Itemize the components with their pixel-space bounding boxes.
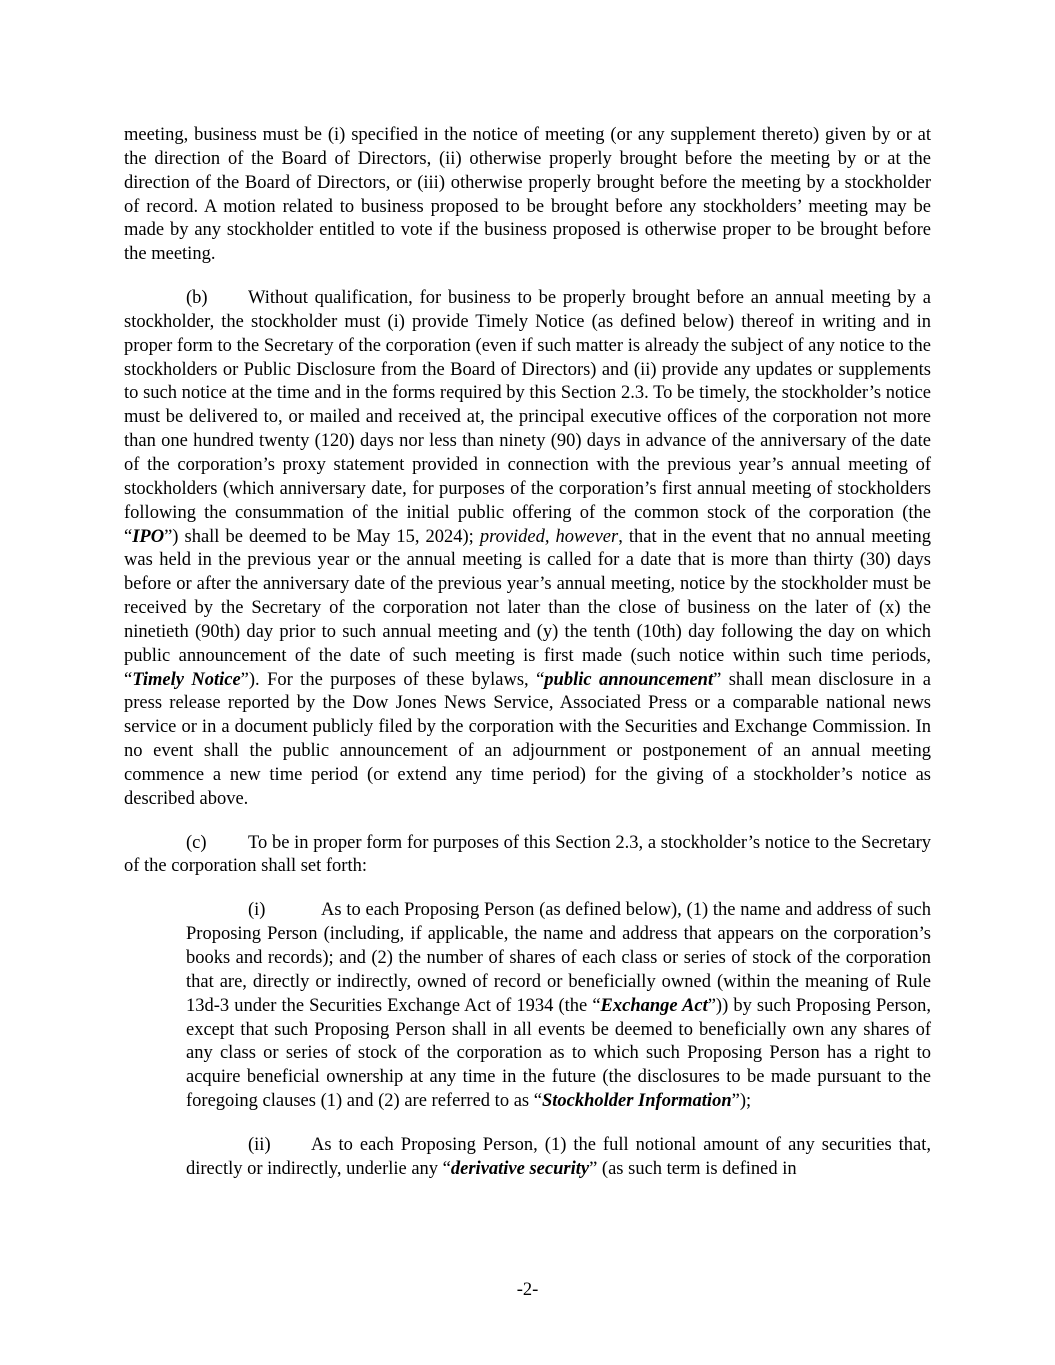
paragraph-b-text-1: Without qualification, for business to be properly brought before an annual meeting by a stockholder, the stockholder must (i) provide Timely Notice (as defined below) thereof in writing and in proper form to the Secretary of the corporation (even if such matter is already the subject of any notice to the stockholders or Public Disclosure from the Board of Directors) and (ii) provide any updates or supplements to such notice at the time and in the forms required by this Section 2.3. To be timely, the stockholder’s notice must be delivered to, or mailed and received at, the principal executive offices of the corporation not more than one hundred twenty (120) days nor less than ninety (90) days in advance of the anniversary of the date of the corporation’s proxy statement provided in connection with the previous year’s annual meeting of stockholders (which anniversary date, for purposes of the corporation’s first annual meeting of stockholders following the consummation of the initial public offering of the common stock of the corporation (the “ bbox=[124, 288, 931, 547]
subparagraph-ii-label: (ii) bbox=[248, 1134, 271, 1155]
subparagraph-i bbox=[186, 899, 931, 1114]
subparagraph-ii-text-2: ” (as such term is defined in bbox=[589, 1158, 797, 1179]
paragraph-b-label: (b) bbox=[186, 288, 208, 309]
subparagraph-ii bbox=[186, 1134, 931, 1182]
paragraph-c-label: (c) bbox=[186, 832, 207, 853]
paragraph-b bbox=[124, 287, 931, 812]
paragraph-c-text: To be in proper form for purposes of this Section 2.3, a stockholder’s notice to the Secretary of the corporation shall set forth: bbox=[124, 832, 931, 877]
provided-however-phrase: provided, however bbox=[479, 526, 619, 547]
subparagraph-i-text-2: ”)) by such Proposing Person, except that such Proposing Person shall in all events be deemed to beneficially own any shares of any class or series of stock of the corporation as to which such Proposing Person has a right to acquire beneficial ownership at any time in the future (the disclosures to be made pursuant to the foregoing clauses (1) and (2) are referred to as “ bbox=[186, 995, 931, 1112]
subparagraph-i-text-3: ”); bbox=[731, 1091, 752, 1112]
paragraph-b-text-3: , that in the event that no annual meeting was held in the previous year or the annual meeting is called for a date that is more than thirty (30) days before or after the anniversary date of the previous year’s annual meeting, notice by the stockholder must be received by the Secretary of the corporation not later than the close of business on the later of (x) the ninetieth (90th) day prior to such annual meeting and (y) the tenth (10th) day following the day on which public announcement of the date of such meeting is first made (such notice within such time periods, “ bbox=[124, 526, 931, 690]
paragraph-c bbox=[124, 832, 931, 880]
paragraph-b-text-5: ” shall mean disclosure in a press release reported by the Dow Jones News Service, Associated Press or a comparable national news service or in a document publicly filed by the corporation with the Securities and Exchange Commission. In no event shall the public announcement of an adjournment or postponement of an annual meeting commence a new time period (or extend any time period) for the giving of a stockholder’s notice as described above. bbox=[124, 669, 932, 809]
subparagraph-i-label: (i) bbox=[248, 900, 266, 921]
paragraph-b-text-2: ”) shall be deemed to be May 15, 2024); bbox=[164, 526, 480, 547]
paragraph-b-text-4: ”). For the purposes of these bylaws, “ bbox=[240, 669, 545, 690]
subparagraph-ii-text-1: As to each Proposing Person, (1) the full notional amount of any securities that, directly or indirectly, underlie any “ bbox=[186, 1134, 931, 1179]
document-page-body bbox=[124, 124, 931, 1182]
paragraph-a-continued: meeting, business must be (i) specified in the notice of meeting (or any supplement thereto) given by or at the direction of the Board of Directors, (ii) otherwise properly brought before the meeting by or at the direction of the Board of Directors, or (iii) otherwise properly brought before the meeting by a stockholder of record. A motion related to business proposed to be brought before any stockholders’ meeting may be made by any stockholder entitled to vote if the business proposed is otherwise proper to be brought before the meeting. bbox=[124, 125, 931, 265]
page-number: -2- bbox=[516, 1280, 539, 1300]
subparagraph-i-text-1: As to each Proposing Person (as defined below), (1) the name and address of such Proposing Person (including, if applicable, the name and address that appears on the corporation’s books and records); and (2) the number of shares of each class or series of stock of the corporation that are, directly or indirectly, owned of record or beneficially owned (within the meaning of Rule 13d-3 under the Securities Exchange Act of 1934 (the “ bbox=[186, 900, 931, 1016]
defined-term-timely-notice: Timely Notice bbox=[132, 669, 241, 690]
defined-term-derivative-security: derivative security bbox=[450, 1158, 590, 1179]
defined-term-exchange-act: Exchange Act bbox=[600, 995, 708, 1016]
defined-term-public-announcement: public announcement bbox=[544, 669, 714, 690]
defined-term-stockholder-information: Stockholder Information bbox=[541, 1091, 732, 1112]
defined-term-ipo: IPO bbox=[132, 526, 165, 547]
